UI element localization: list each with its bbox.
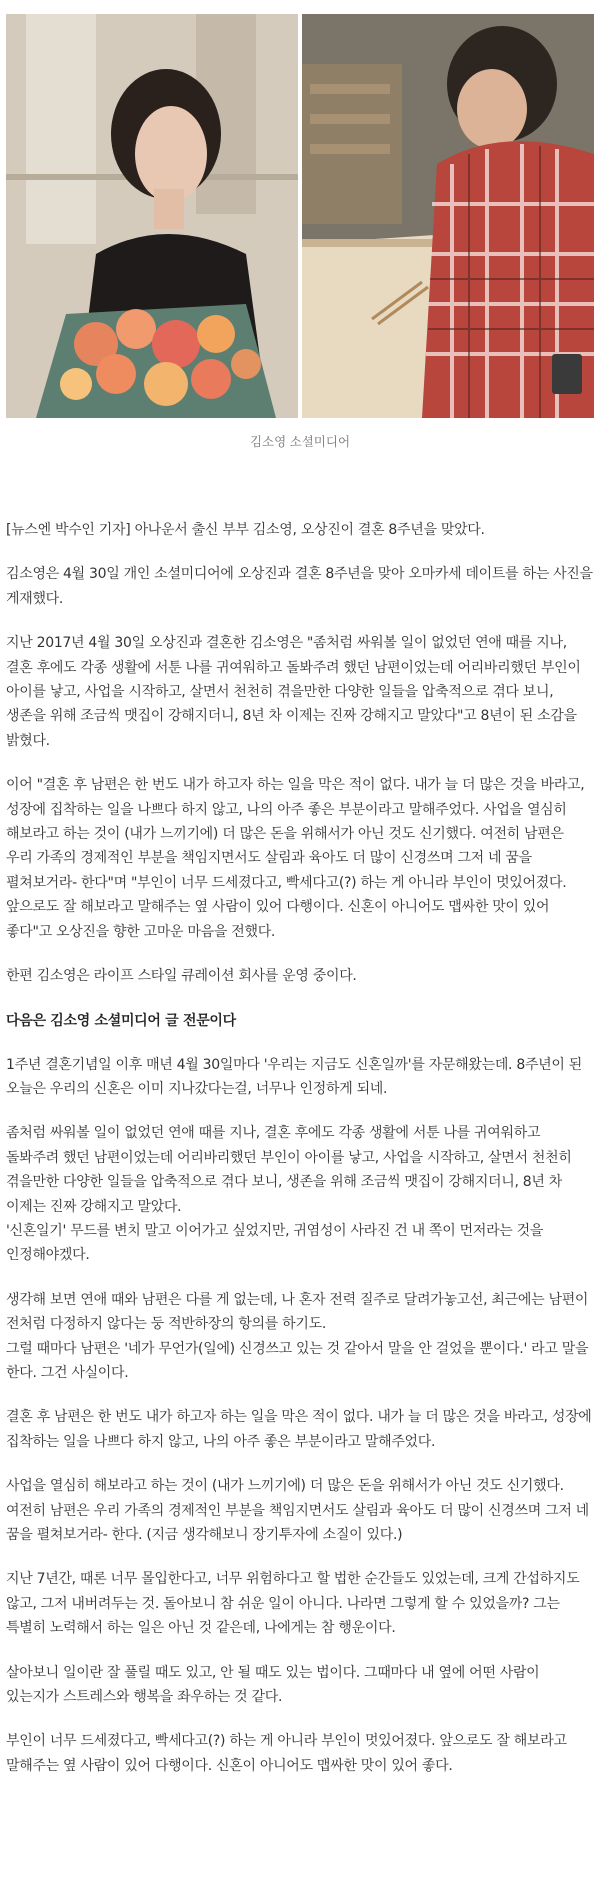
photo-oh-sang-jin [302, 14, 594, 418]
article-body [6, 518, 594, 1798]
post-paragraph: 그럴 때마다 남편은 '네가 무언가(일에) 신경쓰고 있는 것 같아서 말을 안 걸었을 뿐이다.' 라고 말을 한다. 그건 사실이다. [6, 1340, 589, 1381]
post-paragraph: 생각해 보면 연애 때와 남편은 다를 게 없는데, 나 혼자 전력 질주로 달려가놓고선, 최근에는 남편이 전처럼 다정하지 않다는 둥 적반하장의 항의를 하기도. [6, 1291, 589, 1333]
post-paragraph: 지난 7년간, 때론 너무 몰입한다고, 너무 위험하다고 할 법한 순간들도 있었는데, 크게 간섭하지도 않고, 그저 내버려두는 것. 돌아보니 참 쉬운 일이 아니다. 나라면 그렇게 할 수 있었을까? 그는 특별히 노력해서 하는 일은 아닌 것 같은데, 나에게는 참 행운이다. [6, 1571, 580, 1637]
post-paragraph: 사업을 열심히 해보라고 하는 것이 (내가 느끼기에) 더 많은 돈을 위해서가 아닌 것도 신기했다. 여전히 남편은 우리 가족의 경제적인 부분을 책임지면서도 살림과 육아도 더 많이 신경쓰며 그저 네 꿈을 펼쳐보거라- 한다. (지금 생각해보니 장기투자에 소질이 있다.) [6, 1478, 589, 1543]
article-paragraph: 김소영은 4월 30일 개인 소셜미디어에 오상진과 결혼 8주년을 맞아 오마카세 데이트를 하는 사진을 게재했다. [6, 566, 593, 607]
article-paragraph: 한편 김소영은 라이프 스타일 큐레이션 회사를 운영 중이다. [6, 968, 357, 985]
post-paragraph: '신혼일기' 무드를 변치 말고 이어가고 싶었지만, 귀염성이 사라진 건 내 쪽이 먼저라는 것을 인정해야겠다. [6, 1222, 544, 1264]
post-paragraph: 1주년 결혼기념일 이후 매년 4월 30일마다 '우리는 지금도 신혼일까'를 자문해왔는데. 8주년이 된 오늘은 우리의 신혼은 이미 지나갔다는걸, 너무나 인정하게 되네. [6, 1056, 582, 1097]
article-paragraph: 지난 2017년 4월 30일 오상진과 결혼한 김소영은 "좀처럼 싸워볼 일이 없었던 연애 때를 지나, 결혼 후에도 각종 생활에 서툰 나를 귀여워하고 돌봐주려 했던 남편이었는데 어리바리했던 부인이 아이를 낳고, 사업을 시작하고, 살면서 천천히 겪을만한 다양한 일들을 압축적으로 겪다 보니, 생존을 위해 조금씩 맷집이 강해지더니, 8년 차 이제는 진짜 강해지고 말았다"고 8년이 된 소감을 밝혔다. [6, 635, 581, 749]
post-paragraph: 살아보니 일이란 잘 풀릴 때도 있고, 안 될 때도 있는 법이다. 그때마다 내 옆에 어떤 사람이 있는지가 스트레스와 행복을 좌우하는 것 같다. [6, 1664, 540, 1706]
photo-kim-so-young [6, 14, 298, 418]
post-paragraph: 결혼 후 남편은 한 번도 내가 하고자 하는 일을 막은 적이 없다. 내가 늘 더 많은 것을 바라고, 성장에 집착하는 일을 나쁘다 하지 않고, 나의 아주 좋은 부분이라고 말해주었다. [6, 1409, 592, 1450]
photo-caption: 김소영 소셜미디어 [249, 435, 351, 449]
article-paragraph: [뉴스엔 박수인 기자] 아나운서 출신 부부 김소영, 오상진이 결혼 8주년을 맞았다. [6, 522, 485, 538]
article-photo [6, 14, 594, 418]
post-paragraph: 좀처럼 싸워볼 일이 없었던 연애 때를 지나, 결혼 후에도 각종 생활에 서툰 나를 귀여워하고 돌봐주려 했던 남편이었는데 어리바리했던 부인이 아이를 낳고, 사업을 시작하고, 살면서 천천히 겪을만한 다양한 일들을 압축적으로 겪다 보니, 생존을 위해 조금씩 맷집이 강해지더니, 8년 차 이제는 진짜 강해지고 말았다. [6, 1125, 572, 1215]
woman-with-bouquet-illustration [6, 14, 298, 418]
man-in-plaid-shirt-illustration [302, 14, 594, 418]
section-heading: 다음은 김소영 소셜미디어 글 전문이다 [6, 1012, 236, 1029]
post-paragraph: 부인이 너무 드세졌다고, 빡세다고(?) 하는 게 아니라 부인이 멋있어졌다. 앞으로도 잘 해보라고 말해주는 옆 사람이 있어 다행이다. 신혼이 아니어도 맵싸한 맛이 있어 좋다. [6, 1733, 567, 1774]
article-paragraph: 이어 "결혼 후 남편은 한 번도 내가 하고자 하는 일을 막은 적이 없다. 내가 늘 더 많은 것을 바라고, 성장에 집착하는 일을 나쁘다 하지 않고, 나의 아주 좋은 부분이라고 말해주었다. 사업을 열심히 해보라고 하는 것이 (내가 느끼기에) 더 많은 돈을 위해서가 아닌 것도 신기했다. 여전히 남편은 우리 가족의 경제적인 부분을 책임지면서도 살림과 육아도 더 많이 신경쓰며 그저 네 꿈을 펼쳐보거라- 한다"며 "부인이 너무 드세졌다고, 빡세다고(?) 하는 게 아니라 부인이 멋있어졌다. 앞으로도 잘 해보라고 말해주는 옆 사람이 있어 다행이다. 신혼이 아니어도 맵싸한 맛이 있어 좋다"고 오상진을 향한 고마운 마음을 전했다. [6, 777, 585, 940]
